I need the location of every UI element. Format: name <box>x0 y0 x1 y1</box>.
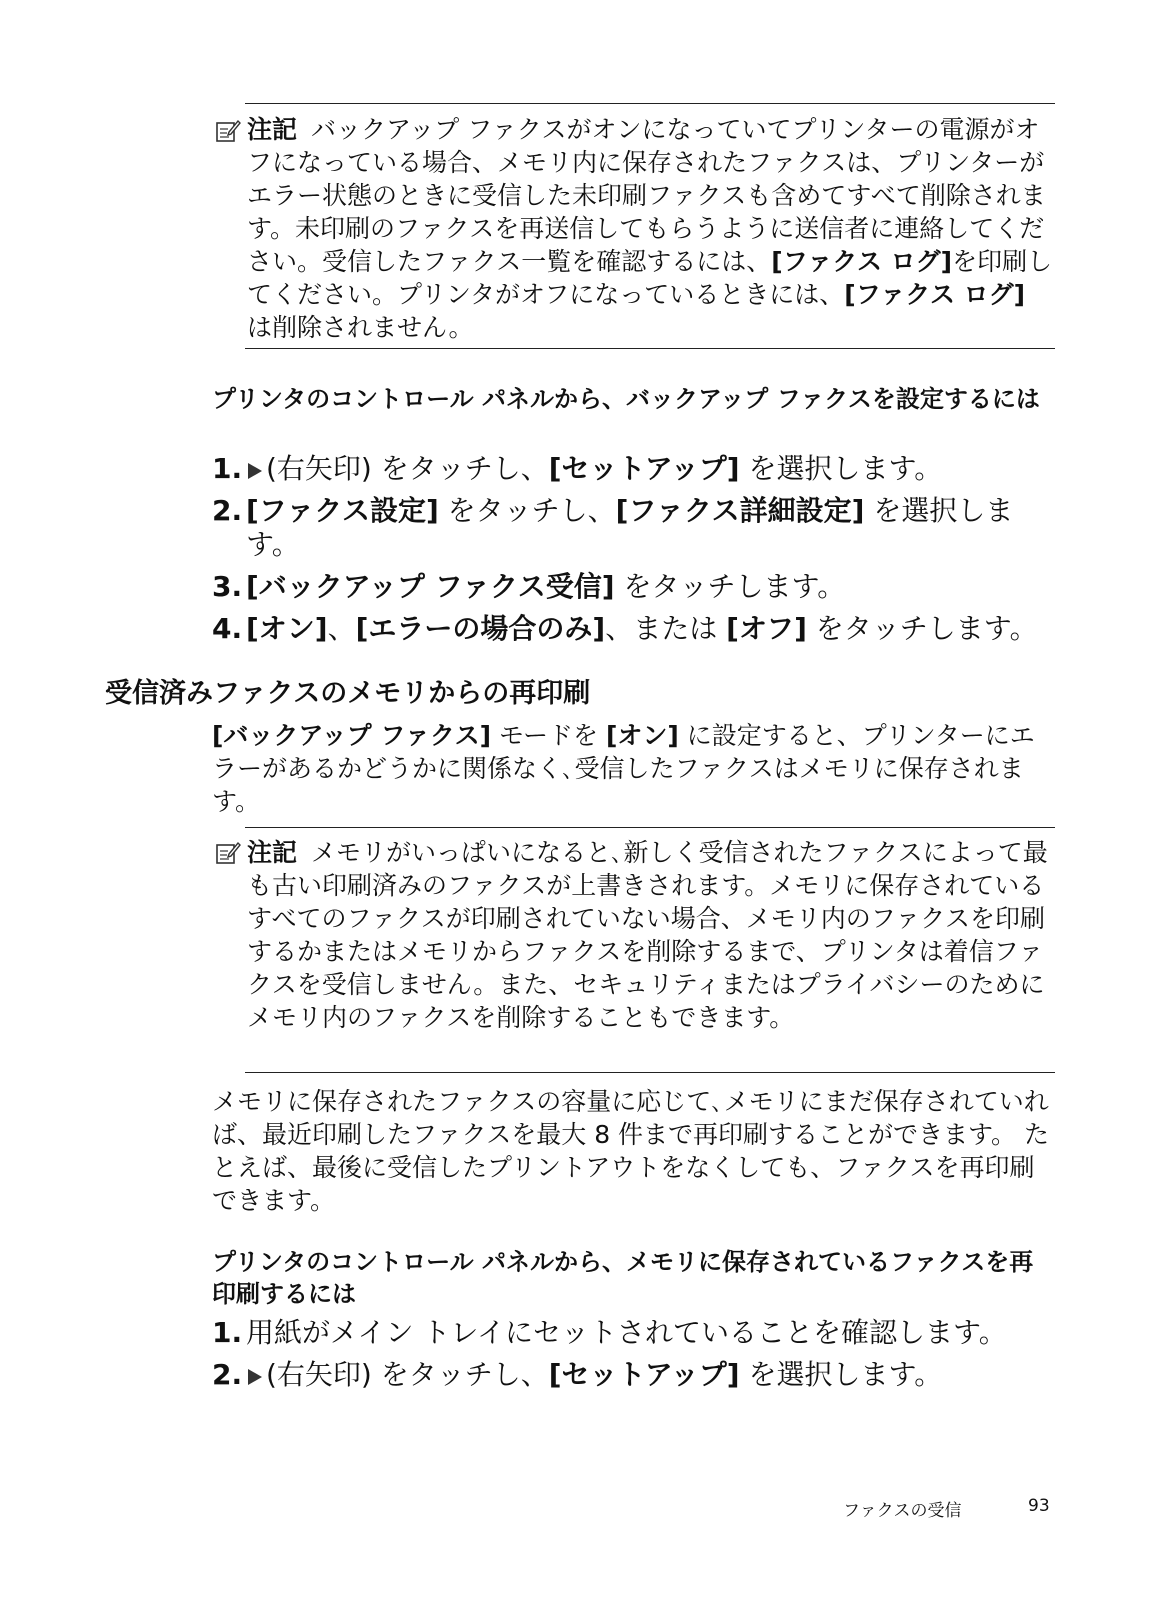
note-box-backup-fax <box>215 103 1055 350</box>
note-top-rule <box>245 103 1055 104</box>
backup-fax-reception-term: [バックアップ ファクス受信] <box>246 570 615 603</box>
note-pencil-icon <box>215 840 241 866</box>
note-body-1: バックアップ ファクスがオンになっていてプリンターの電源がオフになっている場合、メモリ内に保存されたファクスは、プリンターがエラー状態のときに受信した未印刷ファクスも含めてすべて削除されます。未印刷のファクスを再送信してもらうように送信者に連絡してください。受信したファクス一覧を確認するには、 <box>247 115 1046 276</box>
section-heading-reprint: 受信済みファクスのメモリからの再印刷 <box>105 678 591 709</box>
note-label: 注記 <box>247 838 298 867</box>
step-text: 、または <box>605 612 727 645</box>
backup-fax-term: [バックアップ ファクス] <box>212 721 492 750</box>
step-number: 1. <box>212 452 243 485</box>
step-number: 4. <box>212 612 243 645</box>
on-term: [オン] <box>605 721 679 750</box>
step-number: 2. <box>212 1358 243 1391</box>
reprint-paragraph: メモリに保存されたファクスの容量に応じて､メモリにまだ保存されていれば、最近印刷したファクスを最大 8 件まで再印刷することができます。 たとえば、最後に受信したプリントアウトをなくしても、ファクスを再印刷できます。 <box>212 1087 1049 1215</box>
note-text <box>247 113 1055 344</box>
setup-term: [セットアップ] <box>548 452 740 485</box>
note-bottom-rule <box>245 1072 1055 1073</box>
step-1 <box>212 1316 1057 1350</box>
step-2 <box>212 1358 1057 1392</box>
step-number: 3. <box>212 570 243 603</box>
advanced-fax-settings-term: [ファクス詳細設定] <box>615 494 865 527</box>
note-body-3: は削除されません。 <box>247 313 474 342</box>
note-top-rule <box>245 827 1055 828</box>
off-term: [オフ] <box>726 612 807 645</box>
step-text: をタッチします。 <box>806 612 1038 645</box>
step-text: を選択します。 <box>246 494 1014 561</box>
note-body: メモリがいっぱいになると､新しく受信されたファクスによって最も古い印刷済みのファクスが上書きされます。メモリに保存されているすべてのファクスが印刷されていない場合、メモリ内のファクスを印刷するかまたはメモリからファクスを削除するまで、プリンタは着信ファクスを受信しません。また、セキュリティまたはプライバシーのためにメモリ内のファクスを削除することもできます。 <box>247 838 1048 1032</box>
note-bottom-rule <box>245 348 1055 349</box>
section-intro <box>212 719 1057 818</box>
step-text: をタッチし、 <box>438 494 616 527</box>
step-text: (右矢印) をタッチし、 <box>266 1358 549 1391</box>
step-text: を選択します。 <box>739 452 943 485</box>
fax-settings-term: [ファクス設定] <box>246 494 439 527</box>
fax-log-term: [ファクス ログ] <box>771 247 953 276</box>
procedure-title-reprint: プリンタのコントロール パネルから、メモリに保存されているファクスを再印刷するには <box>212 1248 1034 1308</box>
step-text: をタッチします。 <box>614 570 846 603</box>
step-text: 、 <box>327 612 356 645</box>
procedure-title-backup-fax: プリンタのコントロール パネルから、バックアップ ファクスを設定するには <box>212 385 1040 413</box>
fax-log-term-2: [ファクス ログ] <box>844 280 1026 309</box>
step-2 <box>212 494 1057 562</box>
step-number: 1. <box>212 1316 243 1349</box>
note-text <box>247 836 1055 1034</box>
intro-text: モードを <box>491 721 606 750</box>
step-text: を選択します。 <box>739 1358 943 1391</box>
page-number: 93 <box>1028 1496 1050 1516</box>
step-text: 用紙がメイン トレイにセットされていることを確認します。 <box>246 1316 1007 1349</box>
step-text: (右矢印) をタッチし、 <box>266 452 549 485</box>
note-box-memory-full <box>215 827 1055 1074</box>
on-error-only-term: [エラーの場合のみ] <box>355 612 606 645</box>
note-pencil-icon <box>215 118 241 144</box>
note-label: 注記 <box>247 115 298 144</box>
on-term: [オン] <box>246 612 328 645</box>
step-1 <box>212 452 1057 486</box>
right-arrow-icon <box>248 463 262 479</box>
setup-term: [セットアップ] <box>548 1358 740 1391</box>
right-arrow-icon <box>248 1369 262 1385</box>
step-3 <box>212 570 1057 604</box>
procedure-steps-backup-fax <box>212 452 1057 646</box>
step-4 <box>212 612 1057 646</box>
note-body-2: を印刷してください。プリンタがオフになっているときには、 <box>247 247 1053 309</box>
procedure-steps-reprint <box>212 1316 1057 1392</box>
footer-section-label: ファクスの受信 <box>843 1501 962 1521</box>
step-number: 2. <box>212 494 243 527</box>
intro-text: に設定すると、プリンターにエラーがあるかどうかに関係なく､受信したファクスはメモリに保存されます。 <box>212 721 1035 816</box>
